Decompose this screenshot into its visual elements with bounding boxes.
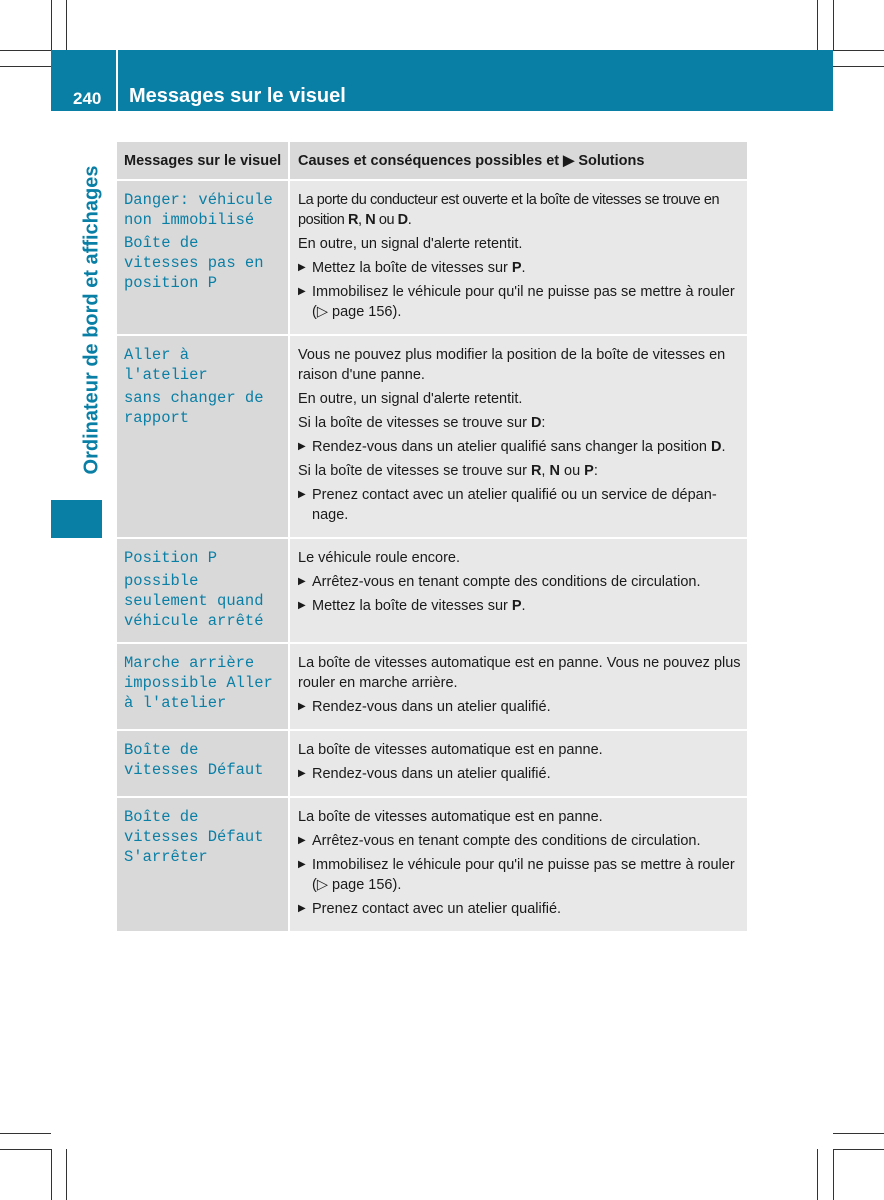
bullet-arrow-icon: ▶ — [298, 701, 306, 712]
solution-step: ▶ Rendez-vous dans un atelier qualifié. — [298, 699, 551, 715]
causes-cell — [290, 181, 747, 334]
column-header-causes — [290, 142, 747, 179]
causes-cell — [290, 336, 747, 537]
table-row — [117, 336, 747, 539]
cause-text: Si la boîte de vitesses se trouve sur R, N ou P: — [298, 463, 598, 479]
page-title: Messages sur le visuel — [129, 85, 346, 107]
display-message: Marche arrière impossible Aller à l'atelier — [124, 654, 273, 712]
crop-mark — [833, 1149, 834, 1200]
cause-text: Vous ne pouvez plus modifier la position de la boîte de vitesses en raison d'une panne. — [298, 347, 726, 383]
crop-mark — [0, 1149, 51, 1150]
bullet-arrow-icon: ▶ — [298, 576, 306, 587]
causes-cell — [290, 798, 747, 931]
cause-text: La boîte de vitesses automatique est en panne. — [298, 742, 603, 758]
crop-mark — [66, 1149, 67, 1200]
cause-text: La porte du conducteur est ouverte et la boîte de vitesses se trouve en position R, N ou D. — [298, 192, 720, 228]
crop-mark — [833, 1149, 884, 1150]
table-row — [117, 731, 747, 798]
crop-mark — [833, 50, 884, 51]
column-header-messages: Messages sur le visuel — [117, 142, 290, 179]
table-row — [117, 181, 747, 336]
solution-step: ▶ Prenez contact avec un atelier qualifié ou un service de dépannage. — [298, 487, 717, 523]
solution-step: ▶ Prenez contact avec un atelier qualifié. — [298, 901, 562, 917]
bullet-arrow-icon: ▶ — [298, 286, 306, 297]
solution-step: ▶ Immobilisez le véhicule pour qu'il ne puisse pas se mettre à rouler (▷ page 156). — [298, 284, 735, 320]
display-message: sans changer de rapport — [124, 389, 264, 427]
cause-text: Le véhicule roule encore. — [298, 550, 461, 566]
messages-table — [117, 142, 747, 933]
bullet-arrow-icon: ▶ — [298, 768, 306, 779]
header-divider — [116, 50, 118, 111]
crop-mark — [51, 0, 52, 50]
bullet-arrow-icon: ▶ — [298, 903, 306, 914]
display-message: Position P — [124, 549, 218, 567]
bullet-arrow-icon: ▶ — [298, 835, 306, 846]
display-message-cell — [117, 644, 290, 729]
header-solutions-label: Solutions — [578, 153, 645, 169]
bullet-arrow-icon: ▶ — [298, 489, 306, 500]
crop-mark — [0, 50, 51, 51]
solution-step: ▶ Mettez la boîte de vitesses sur P. — [298, 260, 526, 276]
solution-step: ▶ Immobilisez le véhicule pour qu'il ne puisse pas se mettre à rouler (▷ page 156). — [298, 857, 735, 893]
cause-text: La boîte de vitesses automatique est en panne. Vous ne pouvez plus rouler en marche arrière. — [298, 655, 741, 691]
crop-mark — [833, 1133, 884, 1134]
page-number: 240 — [73, 89, 102, 108]
display-message: Boîte de vitesses Défaut S'arrêter — [124, 808, 264, 866]
crop-mark — [833, 0, 834, 50]
cause-text: La boîte de vitesses automatique est en panne. — [298, 809, 603, 825]
crop-mark — [66, 0, 67, 50]
display-message: Boîte de vitesses Défaut — [124, 741, 264, 779]
crop-mark — [833, 66, 884, 67]
crop-mark — [817, 0, 818, 50]
table-row — [117, 798, 747, 933]
display-message-cell — [117, 181, 290, 334]
causes-cell — [290, 539, 747, 642]
side-chapter-title: Ordinateur de bord et affichages — [80, 165, 103, 475]
table-header-row — [117, 142, 747, 181]
bullet-arrow-icon: ▶ — [298, 262, 306, 273]
display-message: Aller à l'atelier — [124, 346, 208, 384]
causes-cell — [290, 731, 747, 796]
bullet-arrow-icon: ▶ — [298, 441, 306, 452]
cause-text: En outre, un signal d'alerte retentit. — [298, 236, 523, 252]
solution-step: ▶ Arrêtez-vous en tenant compte des conditions de circulation. — [298, 833, 701, 849]
crop-mark — [0, 1133, 51, 1134]
display-message-cell — [117, 731, 290, 796]
display-message-cell — [117, 539, 290, 642]
side-tab-marker — [51, 500, 102, 538]
display-message: Boîte de vitesses pas en position P — [124, 234, 264, 292]
crop-mark — [0, 66, 51, 67]
display-message: Danger: véhicule non immobilisé — [124, 191, 273, 229]
crop-mark — [817, 1149, 818, 1200]
solution-step: ▶ Rendez-vous dans un atelier qualifié. — [298, 766, 551, 782]
header-causes-label: Causes et conséquences possibles et — [298, 153, 560, 169]
table-row — [117, 539, 747, 644]
display-message: possible seulement quand véhicule arrêté — [124, 572, 264, 630]
solution-step: ▶ Rendez-vous dans un atelier qualifié sans changer la position D. — [298, 439, 726, 455]
cause-text: En outre, un signal d'alerte retentit. — [298, 391, 523, 407]
table-row — [117, 644, 747, 731]
causes-cell — [290, 644, 747, 729]
bullet-arrow-icon: ▶ — [298, 859, 306, 870]
display-message-cell — [117, 336, 290, 537]
bullet-arrow-icon: ▶ — [298, 600, 306, 611]
solution-step: ▶ Arrêtez-vous en tenant compte des conditions de circulation. — [298, 574, 701, 590]
display-message-cell — [117, 798, 290, 931]
crop-mark — [51, 1149, 52, 1200]
solutions-arrow-icon: ▶ — [563, 153, 575, 169]
cause-text: Si la boîte de vitesses se trouve sur D: — [298, 415, 546, 431]
solution-step: ▶ Mettez la boîte de vitesses sur P. — [298, 598, 526, 614]
